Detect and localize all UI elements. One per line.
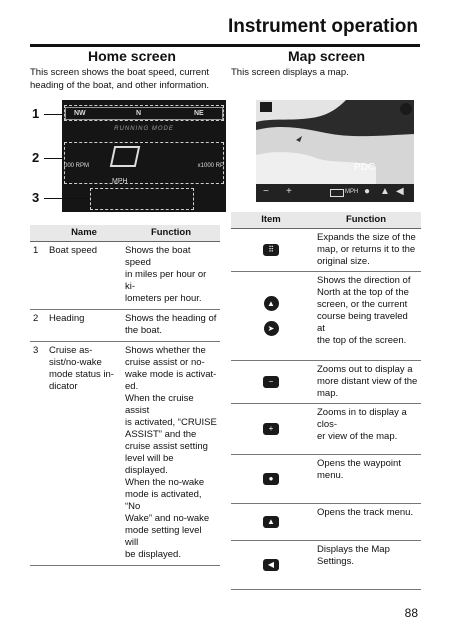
callout-3: 3 <box>32 190 40 205</box>
row-number: 1 <box>30 242 46 310</box>
col-item-header: Item <box>231 212 311 229</box>
func-line: When the no-wake <box>125 477 205 488</box>
func-line: mode setting level will <box>125 525 202 548</box>
func-line: wake mode is activat- <box>125 369 217 380</box>
desc-line: This screen shows the boat speed, current <box>30 67 210 78</box>
compass-north-icon: ▲ <box>264 296 279 311</box>
table-row <box>30 342 220 566</box>
row-function <box>311 541 421 590</box>
speed-unit-label: MPH <box>112 178 128 185</box>
func-line: course being traveled at <box>317 311 408 334</box>
waypoint-icon: ● <box>263 473 279 485</box>
home-description <box>30 66 230 92</box>
func-line: Shows the direction of <box>317 275 411 286</box>
func-line: Shows the boat speed <box>125 245 191 268</box>
func-line: the top of the screen. <box>317 335 407 346</box>
func-line: Opens the waypoint menu. <box>317 458 401 481</box>
func-line: more distant view of the <box>317 376 418 387</box>
desc-line: heading of the boat, and other information. <box>30 80 210 91</box>
row-function <box>311 229 421 272</box>
zoom-in-button[interactable]: + <box>286 186 292 197</box>
callout-box-heading <box>64 105 224 121</box>
waypoint-button[interactable]: ● <box>364 186 371 197</box>
func-line: map, or returns it to the <box>317 244 416 255</box>
header-rule <box>30 44 420 47</box>
rpm-left-label: 000 RPM <box>64 163 90 169</box>
func-line: the boat. <box>125 325 162 336</box>
callout-2: 2 <box>32 150 40 165</box>
col-function-header: Function <box>311 212 421 229</box>
table-row <box>231 229 421 272</box>
map-toolbar <box>256 184 414 202</box>
callout-1: 1 <box>32 106 40 121</box>
track-button[interactable]: ▲ <box>380 186 390 197</box>
map-screen-image <box>256 100 414 202</box>
map-settings-icon: ◀ <box>263 559 279 571</box>
col-name-header: Name <box>46 225 122 242</box>
map-label: PDC <box>354 162 376 173</box>
zoom-in-icon: + <box>263 423 279 435</box>
row-function <box>311 455 421 504</box>
callout-line-2 <box>44 158 64 159</box>
name-line: Heading <box>49 313 85 324</box>
map-settings-button[interactable]: ◀ <box>396 186 404 197</box>
func-line: in miles per hour or ki- <box>125 269 207 292</box>
row-name <box>46 342 122 566</box>
name-line: mode status in- <box>49 369 114 380</box>
func-line: cruise assist setting <box>125 441 208 452</box>
table-row <box>231 455 421 504</box>
func-line: When the cruise assist <box>125 393 194 416</box>
func-line: Shows the heading of <box>125 313 217 324</box>
col-function-header: Function <box>122 225 220 242</box>
zoom-out-icon: − <box>263 376 279 388</box>
name-line: sist/no-wake <box>49 357 102 368</box>
func-line: be displayed. <box>125 549 181 560</box>
func-line: original size. <box>317 256 370 267</box>
row-function <box>122 310 220 342</box>
func-line: level will be displayed. <box>125 453 174 476</box>
func-line: cruise assist or no- <box>125 357 205 368</box>
func-line: Expands the size of the <box>317 232 416 243</box>
row-name <box>46 310 122 342</box>
compass-course-icon: ➤ <box>264 321 279 336</box>
table-row <box>231 361 421 404</box>
callout-box-speed <box>64 142 224 184</box>
heading-n: N <box>136 110 142 117</box>
func-line: Zooms out to display a <box>317 364 413 375</box>
func-line: Wake” and no-wake <box>125 513 210 524</box>
func-line: Zooms in to display a clos- <box>317 407 407 430</box>
zoom-out-button[interactable]: − <box>263 186 269 197</box>
callout-line-1 <box>44 114 64 115</box>
table-row <box>231 541 421 590</box>
row-function <box>311 504 421 541</box>
name-line: Boat speed <box>49 245 98 256</box>
table-row <box>30 310 220 342</box>
expand-icon: ⠿ <box>263 244 279 256</box>
map-expand-icon <box>260 102 272 112</box>
func-line: lometers per hour. <box>125 293 202 304</box>
table-row <box>231 272 421 361</box>
home-function-table <box>30 225 220 566</box>
func-line: is activated, “CRUISE <box>125 417 217 428</box>
track-icon: ▲ <box>263 516 279 528</box>
row-function <box>122 242 220 310</box>
row-function <box>311 361 421 404</box>
func-line: screen, or the current <box>317 299 408 310</box>
func-line: ed. <box>125 381 139 392</box>
table-row <box>30 242 220 310</box>
name-line: Cruise as- <box>49 345 93 356</box>
map-screen-title: Map screen <box>288 48 366 64</box>
heading-nw: NW <box>74 110 86 117</box>
func-line: North at the top of the <box>317 287 409 298</box>
map-compass-icon <box>400 103 412 115</box>
row-name <box>46 242 122 310</box>
row-function <box>311 272 421 361</box>
home-screen-title: Home screen <box>88 48 176 64</box>
func-line: Shows whether the <box>125 345 206 356</box>
home-screen-image <box>62 100 226 212</box>
page-number: 88 <box>404 606 418 620</box>
row-number: 2 <box>30 310 46 342</box>
func-line: Opens the track menu. <box>317 507 414 518</box>
map-function-table <box>231 212 421 590</box>
col-num-header <box>30 225 46 242</box>
row-number: 3 <box>30 342 46 566</box>
running-mode-label: RUNNING MODE <box>114 126 174 132</box>
rpm-right-label: x1000 RP <box>197 163 224 169</box>
func-line: Displays the Map Settings. <box>317 544 390 567</box>
func-line: mode is activated, “No <box>125 489 202 512</box>
name-line: dicator <box>49 381 78 392</box>
callout-box-cruise <box>90 188 194 210</box>
func-line: ASSIST” and the <box>125 429 197 440</box>
table-row <box>231 404 421 455</box>
heading-ne: NE <box>194 110 204 117</box>
page-header <box>0 10 450 48</box>
scale-icon <box>330 189 344 197</box>
page-title: Instrument operation <box>227 16 418 37</box>
func-line: map. <box>317 388 339 399</box>
row-function <box>311 404 421 455</box>
row-function <box>122 342 220 566</box>
map-canvas <box>256 100 414 184</box>
table-row <box>231 504 421 541</box>
func-line: er view of the map. <box>317 431 398 442</box>
scale-label: MPH <box>345 189 359 195</box>
callout-line-3 <box>44 198 90 199</box>
map-description: This screen displays a map. <box>231 67 349 78</box>
